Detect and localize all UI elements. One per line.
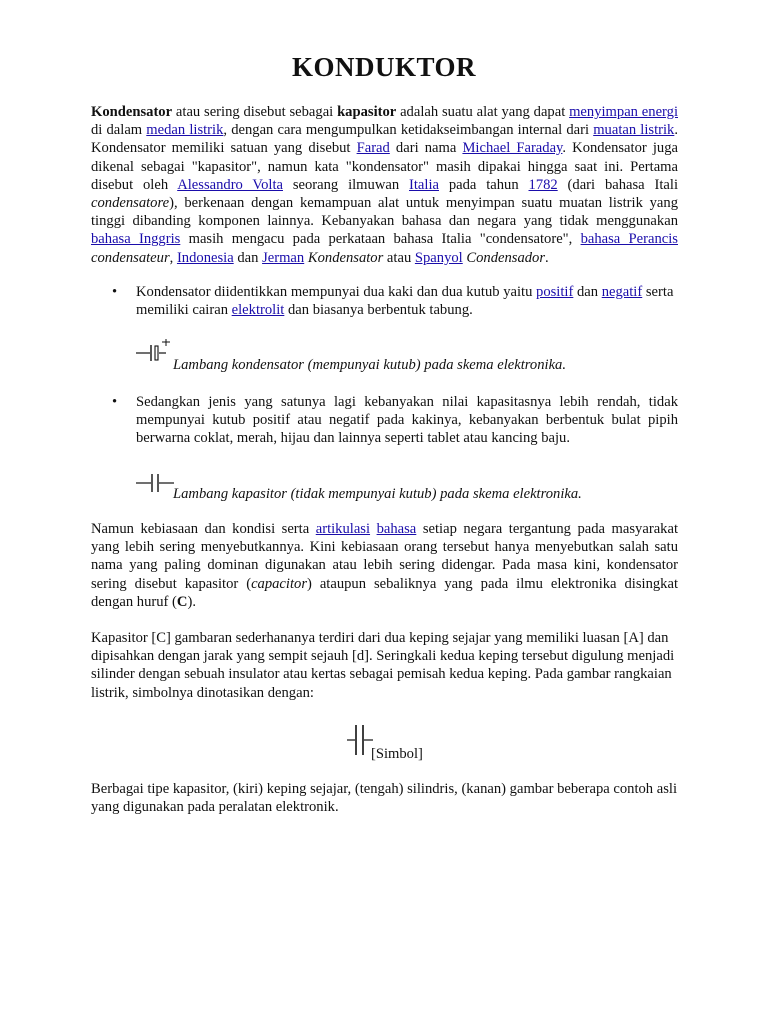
paragraph-types: Berbagai tipe kapasitor, (kiri) keping sejajar, (tengah) silindris, (kanan) gambar beberapa contoh asli yang digunakan pada peralatan elektronik. [91, 781, 678, 816]
symbol-label: [Simbol] [371, 746, 423, 762]
link-elektrolit[interactable]: elektrolit [231, 302, 285, 319]
link-jerman[interactable]: Jerman [262, 249, 305, 266]
link-bahasa-perancis[interactable]: bahasa Perancis [580, 231, 678, 248]
link-medan-listrik[interactable]: medan listrik [146, 122, 224, 139]
link-menyimpan-energi[interactable]: menyimpan energi [569, 104, 678, 120]
paragraph-description: Kapasitor [C] gambaran sederhananya terdiri dari dua keping sejajar yang memiliki luasan [A] dan dipisahkan dengan jarak yang sempit sejauh [d]. Seringkali kedua keping tersebut digulung menjadi silinder dengan sebuah insulator atau kertas sebagai pemisah kedua keping. Pada gambar rangkaian listrik, simbolnya dinotasikan dengan: [91, 630, 675, 701]
link-indonesia[interactable]: Indonesia [176, 249, 234, 266]
link-farad[interactable]: Farad [356, 140, 390, 157]
link-positif[interactable]: positif [536, 284, 574, 300]
link-negatif[interactable]: negatif [601, 284, 643, 300]
link-michael-faraday[interactable]: Michael Faraday [462, 140, 563, 157]
link-alessandro-volta[interactable]: Alessandro Volta [177, 176, 283, 193]
bullet-item-polar: Kondensator diidentikkan mempunyai dua kaki dan dua kutub yaitu positif dan negatif serta memiliki cairan elektrolit dan biasanya berbentuk tabung. [136, 284, 674, 319]
term-kondensator: Kondensator [91, 104, 173, 120]
link-1782[interactable]: 1782 [528, 176, 558, 193]
intro-paragraph: Kondensator atau sering disebut sebagai kapasitor adalah suatu alat yang dapat menyimpan energi di dalam medan listrik, dengan cara mengumpulkan ketidakseimbangan internal dari muatan listrik. Kondensator memiliki satuan yang disebut Farad dari nama Michael Faraday. Kondensator juga dikenal sebagai "kapasitor", namun kata "kondensator" masih dipakai hingga saat ini. Pertama disebut oleh Alessandro Volta seorang ilmuwan Italia pada tahun 1782 (dari bahasa Itali condensatore), berkenaan dengan kemampuan alat untuk menyimpan suatu muatan listrik yang tinggi dibanding komponen lainnya. Kebanyakan bahasa dan negara yang tidak menggunakan bahasa Inggris masih mengacu pada perkataan bahasa Italia "condensatore", bahasa Perancis condensateur, Indonesia dan Jerman Kondensator atau Spanyol Condensador. [91, 104, 679, 266]
bullet-item-nonpolar: Sedangkan jenis yang satunya lagi kebanyakan nilai kapasitasnya lebih rendah, tidak mempunyai kutub positif atau negatif pada kakinya, kebanyakan berbentuk bulat pipih berwarna coklat, merah, hijau dan lainnya seperti tablet atau kancing baju. [136, 394, 678, 447]
page-title: KONDUKTOR [291, 52, 477, 82]
link-bahasa[interactable]: bahasa [376, 521, 417, 537]
bullet-marker: • [112, 394, 118, 410]
polarized-capacitor-symbol [136, 339, 174, 363]
caption-nonpolar: Lambang kapasitor (tidak mempunyai kutub) pada skema elektronika. [173, 486, 582, 502]
link-italia[interactable]: Italia [409, 176, 439, 193]
capacitor-symbol [347, 722, 373, 758]
link-muatan-listrik[interactable]: muatan listrik [593, 122, 675, 139]
bullet-marker: • [112, 284, 118, 300]
paragraph-naming: Namun kebiasaan dan kondisi serta artikulasi bahasa setiap negara tergantung pada masyarakat yang lebih sering menyebutkannya. Kini kebiasaan orang tersebut hanya menyebutkan salah satu nama yang paling dominan digunakan atau lebih sering didengar. Pada masa kini, kondensator sering disebut kapasitor (capacitor) ataupun sebaliknya yang pada ilmu elektronika disingkat dengan huruf (C). [91, 521, 678, 610]
link-spanyol[interactable]: Spanyol [414, 249, 463, 266]
link-artikulasi[interactable]: artikulasi [315, 521, 371, 537]
caption-polarized: Lambang kondensator (mempunyai kutub) pada skema elektronika. [173, 357, 567, 373]
term-kapasitor: kapasitor [337, 104, 397, 120]
link-bahasa-inggris[interactable]: bahasa Inggris [91, 231, 181, 248]
nonpolar-capacitor-symbol [136, 473, 174, 493]
